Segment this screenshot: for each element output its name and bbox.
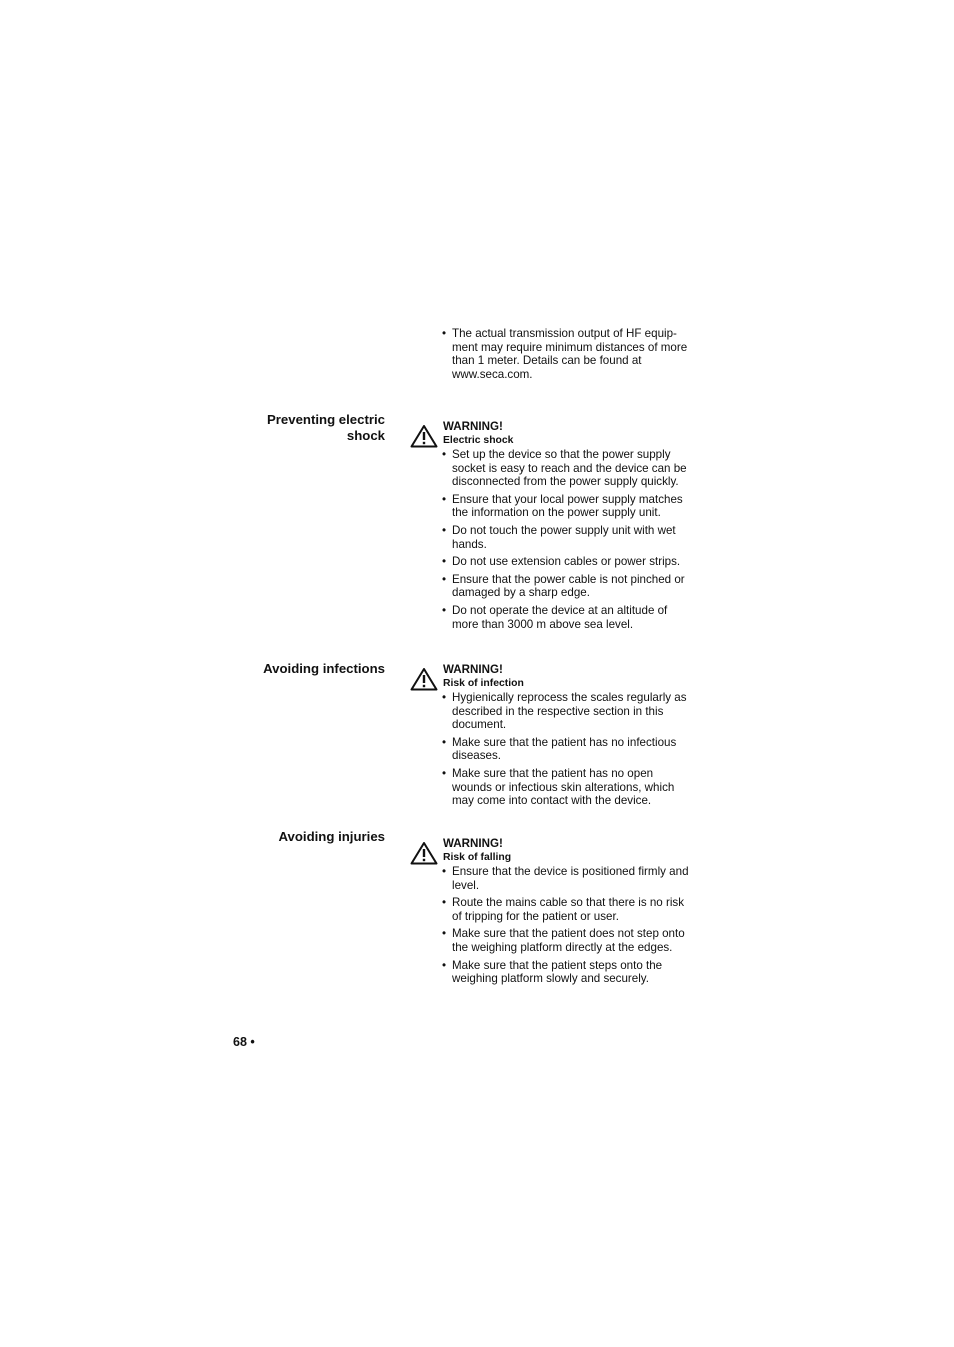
list-item: • Ensure that the device is positioned firmly and level. [442,865,692,892]
list-item: • Make sure that the patient steps onto the weighing platform slowly and securely. [442,959,692,986]
warning-heading: WARNING! [443,837,503,850]
warning-heading: WARNING! [443,420,503,433]
page-number: 68 • [233,1035,255,1049]
list-item: • Route the mains cable so that there is no risk of tripping for the patient or user. [442,896,692,923]
warning-subtitle: Risk of falling [443,852,512,863]
section-title-infections: Avoiding infections [263,661,385,676]
list-item: • Hygienically reprocess the scales regularly as described in the respective section in this document. [442,691,692,732]
intro-bullets [442,327,692,385]
section-bullets-infections [442,691,692,812]
list-item: • The actual transmission output of HF equip- ment may require minimum distances of more than 1 meter. Details can be found at www.seca.com. [442,327,692,381]
warning-heading: WARNING! [443,663,503,676]
list-item: • Set up the device so that the power supply socket is easy to reach and the device can be disconnected from the power supply quickly. [442,448,692,489]
warning-triangle-icon [410,424,438,448]
list-item: • Ensure that your local power supply matches the information on the power supply unit. [442,493,692,520]
warning-subtitle: Risk of infection [443,678,524,689]
section-bullets-injuries [442,865,692,990]
section-bullets-electric-shock [442,448,692,635]
list-item: • Do not operate the device at an altitude of more than 3000 m above sea level. [442,604,692,631]
section-title-electric-shock: Preventing electric shock [266,412,385,443]
warning-subtitle: Electric shock [443,435,514,446]
warning-triangle-icon [410,667,438,691]
list-item: • Ensure that the power cable is not pinched or damaged by a sharp edge. [442,573,692,600]
list-item: • Do not use extension cables or power strips. [442,555,692,569]
list-item: • Make sure that the patient has no infectious diseases. [442,736,692,763]
list-item: • Do not touch the power supply unit with wet hands. [442,524,692,551]
list-item: • Make sure that the patient has no open wounds or infectious skin alterations, which may come into contact with the device. [442,767,692,808]
warning-triangle-icon [410,841,438,865]
list-item: • Make sure that the patient does not step onto the weighing platform directly at the edges. [442,927,692,954]
section-title-injuries: Avoiding injuries [278,829,385,844]
